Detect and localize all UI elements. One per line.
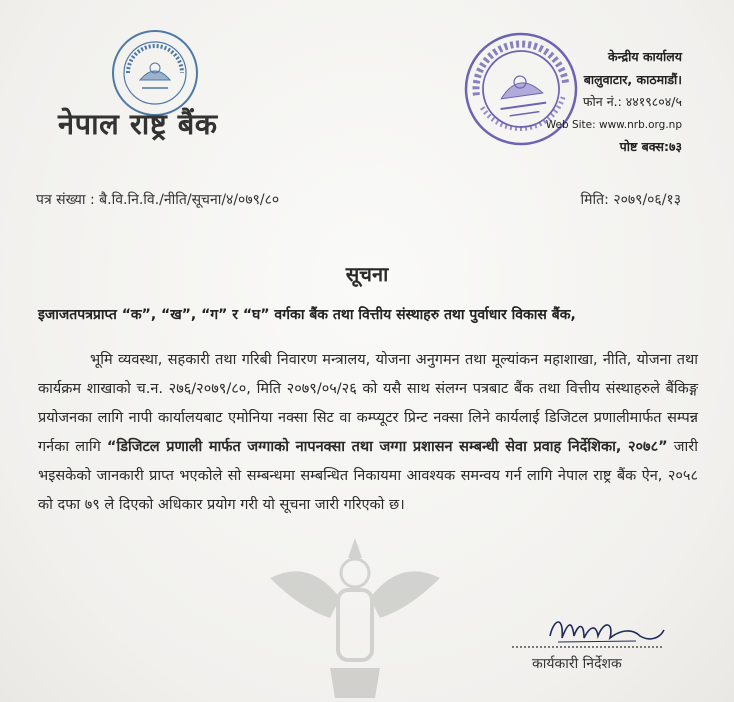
office-phone: फोन नं.: ४४१९८०४/५ <box>582 94 682 109</box>
reference-number: पत्र संख्या : बै.वि.नि.वि./नीति/सूचना/४/०७९/८० <box>36 192 280 208</box>
body-text-part1: भूमि व्यवस्था, सहकारी तथा गरिबी निवारण मन्त्रालय, योजना अनुगमन तथा मूल्यांकन महाशाखा, नीति, योजना तथा कार्यक्रम शाखाको च.न. २७६/२०७९/८०, मिति २०७९/०५/२६ को यसै साथ संलग्न पत्रबाट बैंक तथा वित्तीय संस्थाहरुले बैंकिङ्ग प्रयोजनका लागि नापी कार्यालयबाट एमोनिया नक्सा सिट वा कम्प्यूटर प्रिन्ट नक्सा लिने कार्यलाई डिजिटल प्रणालीमार्फत सम्पन्न गर्नका लागि <box>38 352 698 455</box>
bank-name: नेपाल राष्ट्र बैंक <box>58 107 218 141</box>
body-text-part2: जारी भइसकेको जानकारी प्राप्त भएकोले सो सम्बन्धमा सम्बन्धित निकायमा आवश्यक समन्वय गर्न लागि नेपाल राष्ट्र बैंक ऐन, २०५८ को दफा ७९ ले दिएको अधिकार प्रयोग गरी यो सूचना जारी गरिएको छ। <box>38 439 698 513</box>
signature-line <box>512 646 662 648</box>
office-address <box>546 46 682 159</box>
notice-title: सूचना <box>345 262 389 286</box>
office-pobox: पोष्ट बक्स:७३ <box>619 139 682 154</box>
letter-date: मिति: २०७९/०६/१३ <box>580 192 681 208</box>
office-line2: बालुवाटार, काठमाडौं। <box>583 71 682 87</box>
notice-body <box>38 346 698 520</box>
addressee: इजाजतपत्रप्राप्त “क”, “ख”, “ग” र “घ” वर्गका बैंक तथा वित्तीय संस्थाहरु तथा पुर्वाधार विकास बैंक, <box>38 307 576 323</box>
office-website: Web Site: www.nrb.org.np <box>545 118 682 131</box>
office-line1: केन्द्रीय कार्यालय <box>608 49 682 64</box>
garuda-watermark <box>260 518 450 702</box>
signatory-designation: कार्यकारी निर्देशक <box>532 656 622 672</box>
directive-title: “डिजिटल प्रणाली मार्फत जग्गाको नापनक्सा तथा जग्गा प्रशासन सम्बन्धी सेवा प्रवाह निर्देशिका, २०७८” <box>106 439 668 455</box>
